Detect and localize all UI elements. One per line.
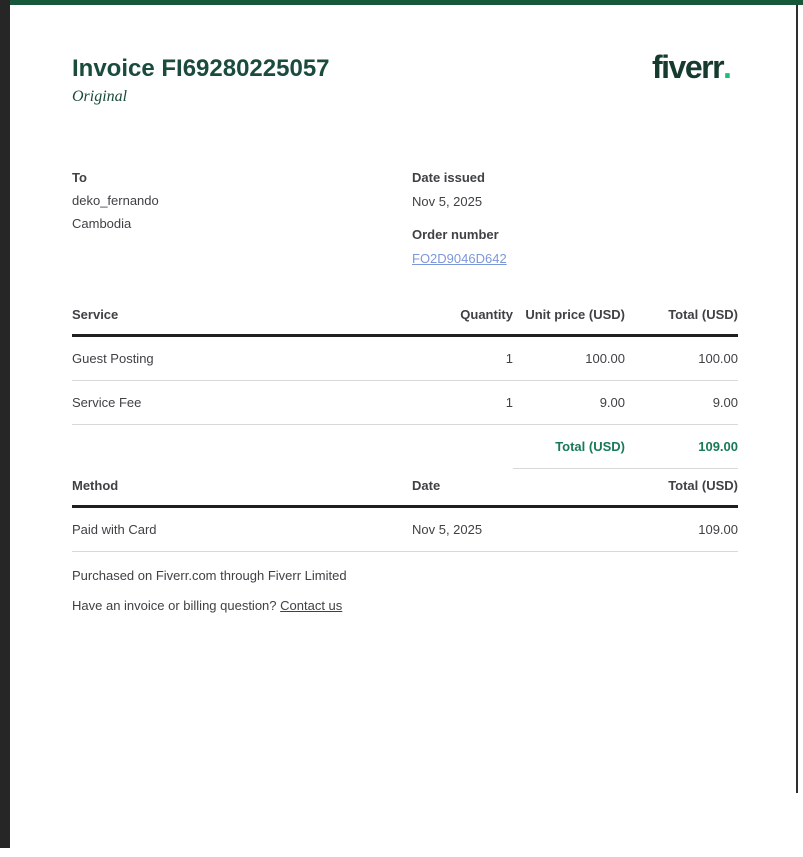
service-unit-price: 9.00 <box>513 381 625 425</box>
service-name: Guest Posting <box>72 336 392 381</box>
unit-price-header: Unit price (USD) <box>513 303 625 336</box>
order-number-label: Order number <box>412 227 499 242</box>
fiverr-logo <box>652 50 732 84</box>
window-left-edge <box>0 0 10 848</box>
total-row-spacer <box>72 425 513 469</box>
purchased-note: Purchased on Fiverr.com through Fiverr Limited <box>72 568 347 583</box>
payment-total-header: Total (USD) <box>592 474 738 507</box>
billing-question-line <box>72 598 347 613</box>
table-row <box>72 336 738 381</box>
grand-total-value: 109.00 <box>625 425 738 469</box>
service-quantity: 1 <box>392 336 513 381</box>
quantity-header: Quantity <box>392 303 513 336</box>
payment-method: Paid with Card <box>72 507 412 552</box>
recipient-section <box>72 170 159 231</box>
date-issued-value: Nov 5, 2025 <box>412 194 483 209</box>
method-header: Method <box>72 474 412 507</box>
fiverr-wordmark: fiverr <box>652 49 724 85</box>
invoice-header <box>72 55 330 106</box>
billing-question-text: Have an invoice or billing question? <box>72 598 281 613</box>
recipient-name: deko_fernando <box>72 193 159 208</box>
payment-total: 109.00 <box>592 507 738 552</box>
table-row <box>72 381 738 425</box>
order-number-link[interactable]: FO2D9046D642 <box>412 251 507 266</box>
service-total: 100.00 <box>625 336 738 381</box>
grand-total-label: Total (USD) <box>513 425 625 469</box>
payment-date: Nov 5, 2025 <box>412 507 592 552</box>
fiverr-logo-dot: . <box>723 49 732 85</box>
service-table <box>72 303 738 469</box>
window-right-edge <box>796 5 798 793</box>
invoice-top-accent-bar <box>10 0 803 5</box>
table-row <box>72 507 738 552</box>
service-table-header-row <box>72 303 738 336</box>
total-header: Total (USD) <box>625 303 738 336</box>
invoice-subtitle: Original <box>72 88 128 105</box>
invoice-footer <box>72 568 347 613</box>
service-name: Service Fee <box>72 381 392 425</box>
payment-table <box>72 474 738 552</box>
grand-total-row <box>72 425 738 469</box>
recipient-country: Cambodia <box>72 216 132 231</box>
contact-us-link[interactable]: Contact us <box>280 598 343 613</box>
service-total: 9.00 <box>625 381 738 425</box>
payment-table-header-row <box>72 474 738 507</box>
invoice-meta-section <box>412 170 507 266</box>
service-quantity: 1 <box>392 381 513 425</box>
date-issued-label: Date issued <box>412 170 485 185</box>
service-header: Service <box>72 303 392 336</box>
date-header: Date <box>412 474 592 507</box>
invoice-title: Invoice FI69280225057 <box>72 55 330 82</box>
to-label: To <box>72 170 87 185</box>
service-unit-price: 100.00 <box>513 336 625 381</box>
